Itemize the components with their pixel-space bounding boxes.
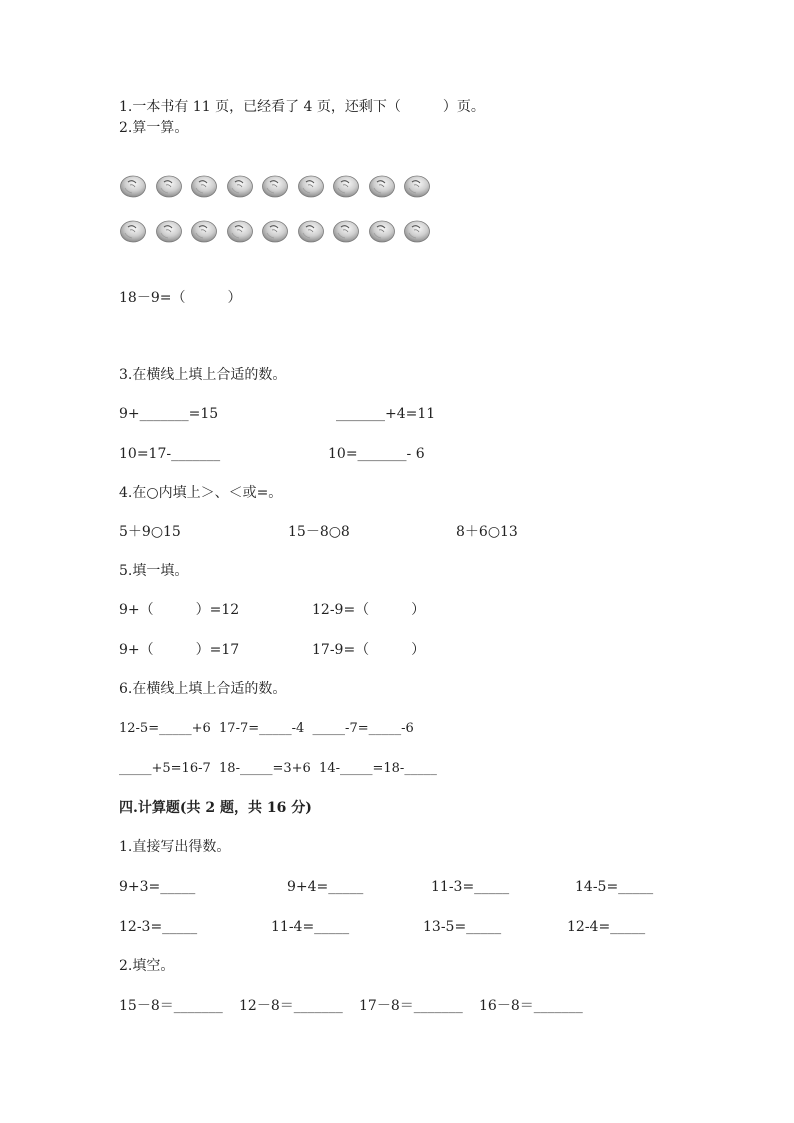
s4-p1-row1-item1: 9+3=_____ bbox=[119, 879, 196, 895]
egg-icon bbox=[190, 219, 218, 243]
s4-p2-item2: 12－8＝_______ bbox=[239, 998, 343, 1014]
q6-row1: 12-5=_____+6 17-7=_____-4 _____-7=_____-6 bbox=[119, 721, 414, 736]
q3-title: 3.在横线上填上合适的数。 bbox=[119, 367, 287, 383]
egg-icon bbox=[368, 219, 396, 243]
q4-item1: 5＋9○15 bbox=[119, 524, 181, 540]
s4-p1-row1-item3: 11-3=_____ bbox=[431, 879, 510, 895]
egg-icon bbox=[226, 219, 254, 243]
q2-equation: 18－9=（ ） bbox=[119, 290, 242, 306]
egg-icon bbox=[297, 174, 325, 198]
s4-p1-row2-item2: 11-4=_____ bbox=[271, 919, 350, 935]
egg-icon bbox=[261, 219, 289, 243]
q3-row2-item2: 10=_______- 6 bbox=[328, 446, 425, 462]
q4-item2: 15－8○8 bbox=[288, 524, 350, 540]
s4-p2-item3: 17－8＝_______ bbox=[359, 998, 463, 1014]
section4-heading: 四.计算题(共 2 题，共 16 分) bbox=[119, 800, 312, 816]
s4-p2-item1: 15－8＝_______ bbox=[119, 998, 223, 1014]
egg-icon bbox=[261, 174, 289, 198]
egg-icon bbox=[332, 219, 360, 243]
s4-p1-title: 1.直接写出得数。 bbox=[119, 839, 231, 855]
egg-icon bbox=[155, 219, 183, 243]
q5-row1-item2: 12-9=（ ） bbox=[312, 602, 426, 618]
s4-p1-row2-item1: 12-3=_____ bbox=[119, 919, 198, 935]
q4-item3: 8＋6○13 bbox=[456, 524, 518, 540]
egg-icon bbox=[226, 174, 254, 198]
egg-icon bbox=[119, 219, 147, 243]
q1-text: 1.一本书有 11 页，已经看了 4 页，还剩下（ ）页。 bbox=[119, 99, 485, 115]
egg-icon bbox=[368, 174, 396, 198]
s4-p1-row2-item4: 12-4=_____ bbox=[567, 919, 646, 935]
q3-row1-item2: _______+4=11 bbox=[336, 406, 436, 422]
egg-icon bbox=[297, 219, 325, 243]
egg-icon bbox=[190, 174, 218, 198]
q3-row1-item1: 9+_______=15 bbox=[119, 406, 219, 422]
s4-p2-title: 2.填空。 bbox=[119, 958, 175, 974]
q5-row2-item1: 9+（ ）=17 bbox=[119, 642, 240, 658]
egg-icon bbox=[332, 174, 360, 198]
q6-row2: _____+5=16-7 18-_____=3+6 14-_____=18-_____ bbox=[119, 761, 437, 776]
s4-p1-row1-item4: 14-5=_____ bbox=[575, 879, 654, 895]
egg-icon bbox=[119, 174, 147, 198]
egg-icon bbox=[155, 174, 183, 198]
q6-title: 6.在横线上填上合适的数。 bbox=[119, 681, 287, 697]
s4-p2-item4: 16－8＝_______ bbox=[479, 998, 583, 1014]
s4-p1-row2-item3: 13-5=_____ bbox=[423, 919, 502, 935]
q2-title: 2.算一算。 bbox=[119, 120, 189, 136]
egg-icon bbox=[403, 174, 431, 198]
s4-p1-row1-item2: 9+4=_____ bbox=[287, 879, 364, 895]
q4-title: 4.在○内填上＞、＜或=。 bbox=[119, 485, 283, 501]
q3-row2-item1: 10=17-_______ bbox=[119, 446, 221, 462]
q5-title: 5.填一填。 bbox=[119, 563, 189, 579]
q5-row2-item2: 17-9=（ ） bbox=[312, 642, 426, 658]
egg-icon bbox=[403, 219, 431, 243]
q5-row1-item1: 9+（ ）=12 bbox=[119, 602, 240, 618]
